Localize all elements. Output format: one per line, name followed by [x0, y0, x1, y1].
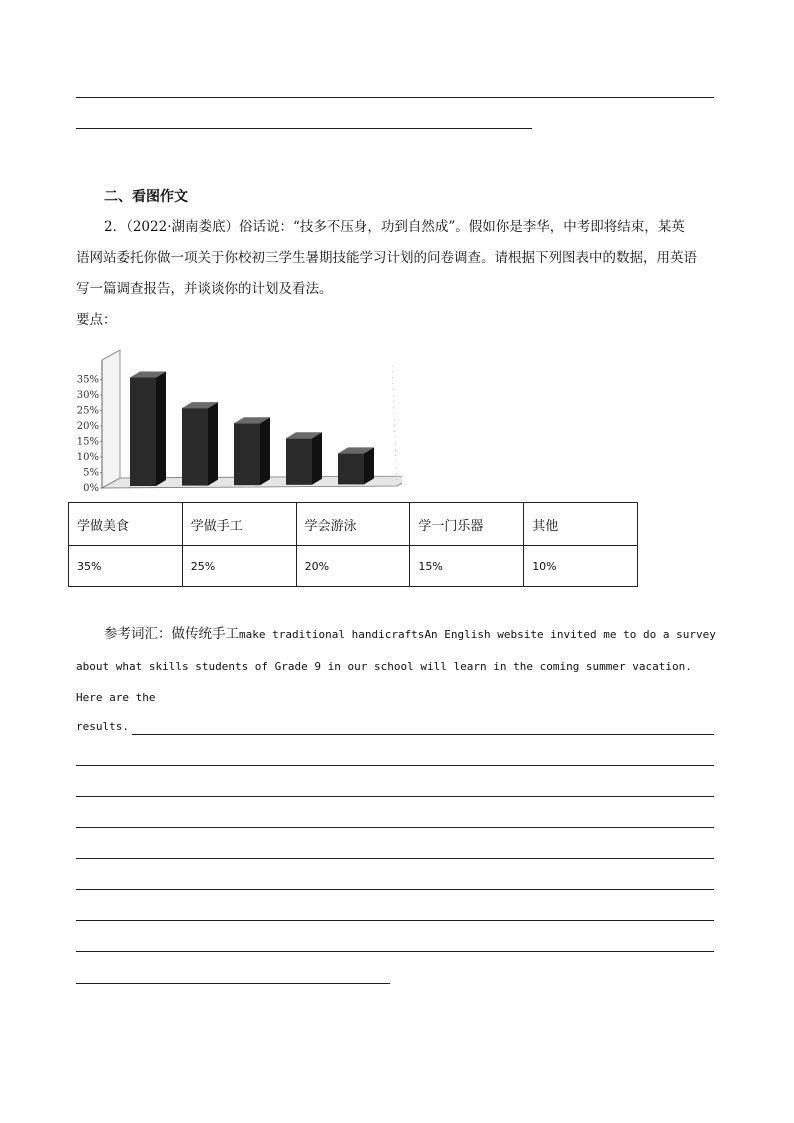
table-header-cell: 学做美食 [69, 503, 183, 546]
writing-line[interactable] [76, 983, 390, 984]
table-cell: 25% [182, 546, 296, 587]
question-text [76, 274, 718, 305]
writing-line[interactable] [76, 827, 714, 828]
chart-bar-front [234, 423, 260, 485]
intro-line-2: about what skills students of Grade 9 in our school will learn in the coming summer vacation. [76, 660, 692, 673]
answer-start: results. [76, 720, 129, 733]
table-row [69, 546, 638, 587]
writing-line[interactable] [76, 765, 714, 766]
table-header-cell: 学会游泳 [296, 503, 410, 546]
chart-side-wall [102, 350, 120, 488]
writing-line[interactable] [76, 858, 714, 859]
y-tick-label: 15% [76, 436, 99, 448]
table-cell: 15% [410, 546, 524, 587]
intro-text: An English website invited me to do a survey [424, 628, 716, 641]
table-header-cell: 学做手工 [182, 503, 296, 546]
y-tick-label: 25% [76, 405, 99, 417]
chart-bar-side [312, 432, 322, 485]
bar-chart [72, 342, 402, 498]
table-cell: 20% [296, 546, 410, 587]
chart-back-edge [392, 362, 397, 486]
chart-bar-side [156, 372, 166, 487]
chart-bar-side [364, 447, 374, 484]
section-title: 二、看图作文 [104, 189, 188, 205]
chart-bar [130, 372, 166, 487]
writing-line[interactable] [76, 951, 714, 952]
question-line-1: 2．（2022·湖南娄底）俗话说：“技多不压身，功到自然成”。假如你是李华，中考即将结束，某英 [104, 219, 685, 235]
vocab-phrase: make traditional handicrafts [239, 628, 425, 641]
y-tick-label: 30% [76, 390, 99, 401]
chart-bar-side [208, 402, 218, 486]
chart-bar [234, 417, 270, 485]
chart-bars [130, 372, 374, 487]
question-text [76, 212, 718, 243]
y-tick-label: 10% [76, 452, 99, 463]
chart-bar [286, 432, 322, 485]
y-tick-label: 5% [83, 467, 99, 479]
question-line-3: 写一篇调查报告，并谈谈你的计划及看法。 [76, 281, 333, 297]
writing-line[interactable] [76, 920, 714, 921]
key-points-label: 要点： [76, 312, 117, 328]
writing-line[interactable] [76, 796, 714, 797]
table-header-row [69, 503, 638, 546]
chart-bar-front [182, 408, 208, 486]
chart-bar [182, 402, 218, 486]
y-tick-label: 0% [83, 483, 99, 494]
chart-bar-front [130, 378, 156, 487]
chart-bar-front [338, 453, 364, 484]
writing-line[interactable] [132, 734, 714, 735]
intro-line-3: Here are the [76, 691, 156, 704]
answer-line [76, 128, 532, 129]
data-table [68, 502, 638, 587]
intro-paragraph [76, 651, 718, 682]
vocab-label: 参考词汇：做传统手工 [104, 626, 239, 642]
question-line-2: 语网站委托你做一项关于你校初三学生暑期技能学习计划的问卷调查。请根据下列图表中的数据，用英语 [76, 250, 697, 266]
chart-bar-side [260, 417, 270, 485]
y-tick-label: 20% [76, 421, 99, 432]
question-text [76, 243, 718, 274]
y-tick-label: 35% [76, 374, 99, 386]
table-header-cell: 学一门乐器 [410, 503, 524, 546]
intro-paragraph [76, 682, 718, 713]
vocab-paragraph [104, 619, 724, 650]
y-axis-ticks [77, 375, 102, 495]
table-cell: 10% [524, 546, 638, 587]
chart-bar-front [286, 438, 312, 485]
answer-line [76, 97, 714, 98]
writing-line[interactable] [76, 889, 714, 890]
table-cell: 35% [69, 546, 183, 587]
table-header-cell: 其他 [524, 503, 638, 546]
chart-bar [338, 447, 374, 484]
